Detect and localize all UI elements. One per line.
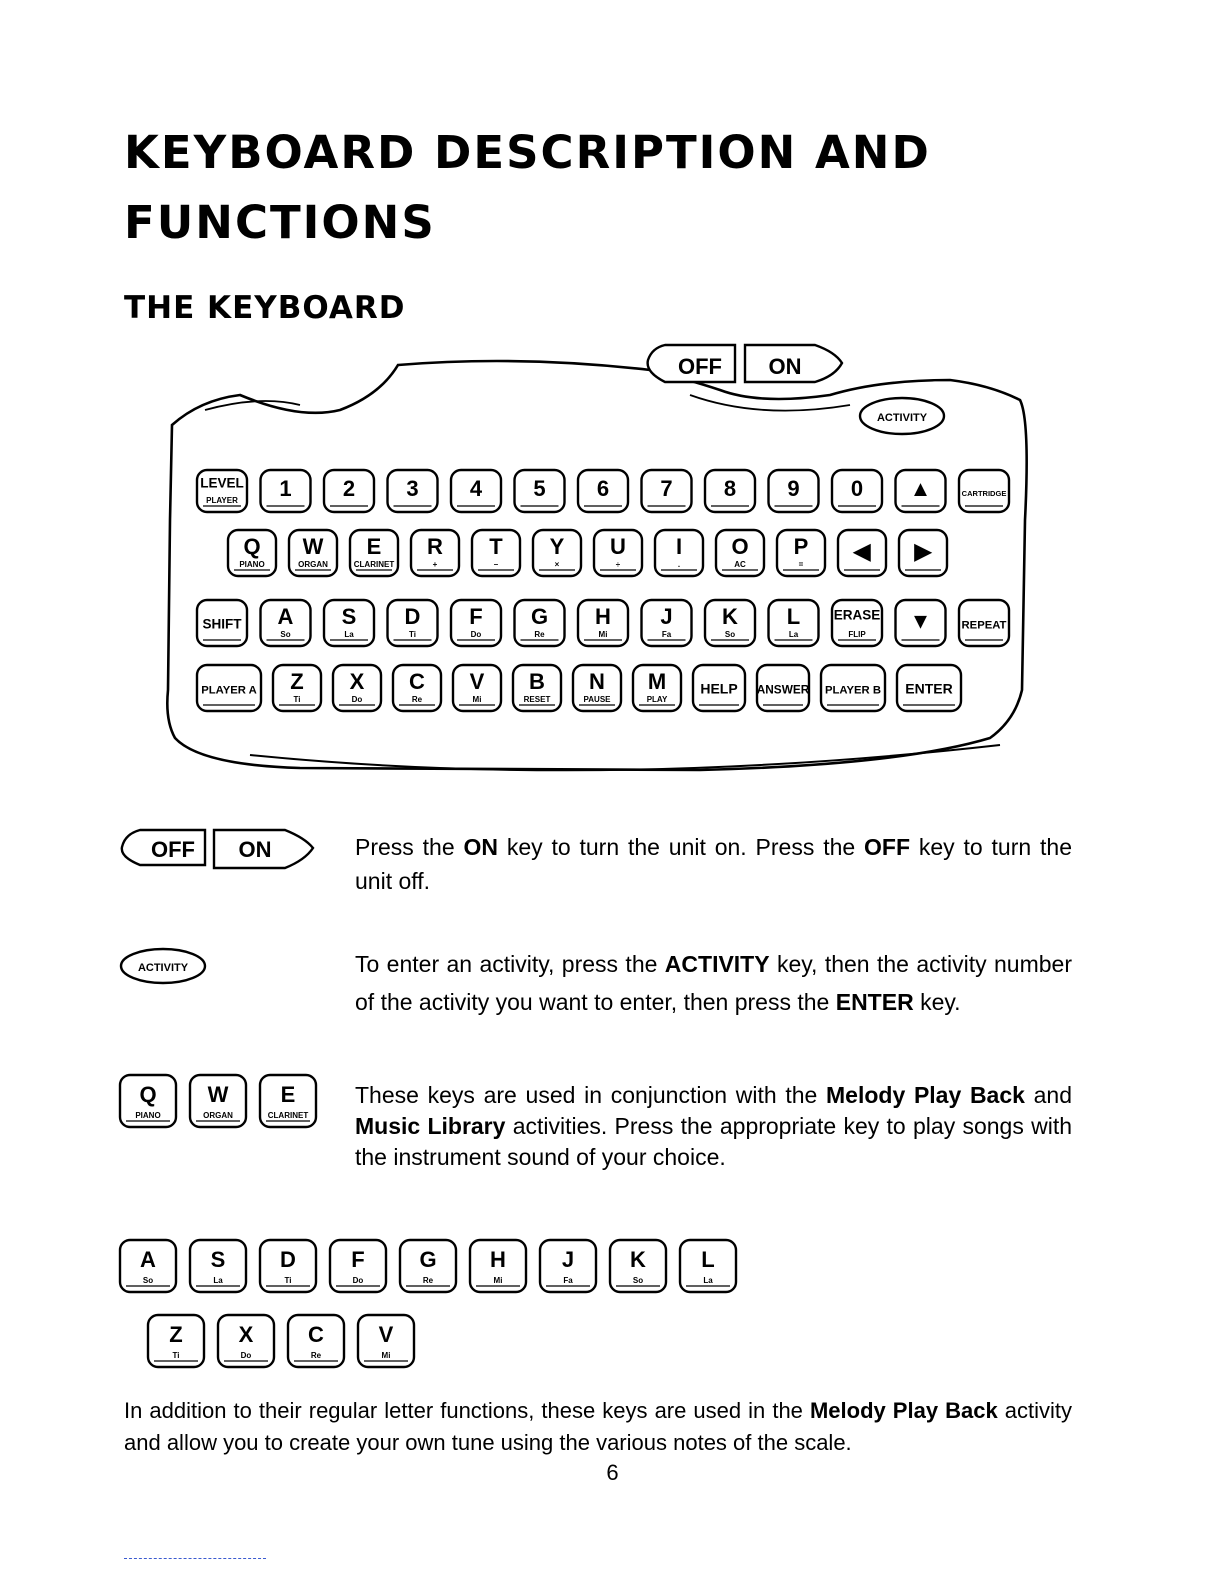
key-v[interactable] [453,665,501,711]
key-sublabel: Ti [172,1351,180,1360]
key-sublabel: Re [534,630,545,639]
svg-text:A: A [277,603,294,629]
svg-text:3: 3 [406,476,419,502]
key-a[interactable] [261,600,311,646]
section-heading: THE KEYBOARD [124,290,406,326]
svg-text:E: E [280,1082,296,1108]
svg-text:ANSWER: ANSWER [756,682,810,697]
notes-description: In addition to their regular letter functions, these keys are used in the Melody Play Back activity and allow you to create your own tune using the various notes of the scale. [124,1398,1072,1455]
key-sublabel: So [724,630,736,639]
key-j [540,1240,596,1292]
key-s [190,1240,246,1292]
svg-text:OFF: OFF [151,837,195,862]
svg-text:2: 2 [342,476,356,502]
svg-text:V: V [469,668,485,694]
key-sublabel: La [788,630,799,639]
key-answer[interactable] [757,665,810,711]
key-sublabel: Fa [563,1276,573,1285]
key-o[interactable] [716,530,764,576]
key-symbol[interactable] [838,530,886,576]
svg-text:K: K [630,1247,646,1273]
svg-text:Z: Z [169,1322,183,1348]
svg-text:Q: Q [243,533,261,559]
svg-text:K: K [722,603,738,629]
svg-text:Q: Q [139,1082,157,1108]
svg-text:▶: ▶ [914,538,932,564]
off-key[interactable] [648,345,735,382]
svg-text:8: 8 [723,476,737,502]
key-symbol[interactable] [896,470,946,512]
activity-description: To enter an activity, press the ACTIVITY key, then the activity number of the activity you want to enter, then press the ENTER key. [355,951,1072,1015]
page-title: KEYBOARD DESCRIPTION AND FUNCTIONS [124,126,931,249]
key-9[interactable] [769,470,819,512]
svg-text:V: V [378,1322,394,1348]
key-f [330,1240,386,1292]
key-p[interactable] [777,530,825,576]
svg-text:◀: ◀ [853,538,871,564]
key-sublabel: Fa [661,630,672,639]
svg-text:5: 5 [533,476,546,502]
svg-text:Y: Y [549,533,565,559]
key-z[interactable] [273,665,321,711]
key-5[interactable] [515,470,565,512]
key-a [120,1240,176,1292]
key-repeat[interactable] [959,600,1009,646]
key-symbol[interactable] [899,530,947,576]
svg-text:S: S [341,603,357,629]
key-c [288,1315,344,1367]
svg-text:SHIFT: SHIFT [202,616,242,632]
key-e[interactable] [350,530,398,576]
on-key[interactable] [745,345,842,382]
key-j[interactable] [642,600,692,646]
key-w[interactable] [289,530,337,576]
key-m[interactable] [633,665,681,711]
key-sublabel: Do [240,1351,252,1360]
key-enter[interactable] [897,665,961,711]
key-level[interactable] [197,470,247,512]
activity-icon [121,949,205,983]
key-i[interactable] [655,530,703,576]
key-sublabel: Mi [381,1351,391,1360]
key-sublabel: Mi [472,695,482,704]
key-u[interactable] [594,530,642,576]
svg-text:ACTIVITY: ACTIVITY [876,412,928,424]
key-x [218,1315,274,1367]
svg-text:W: W [302,533,324,559]
key-cartridge[interactable] [959,470,1009,512]
key-sublabel: La [703,1276,713,1285]
key-erase[interactable] [832,600,882,646]
key-r[interactable] [411,530,459,576]
key-6[interactable] [578,470,628,512]
key-h[interactable] [578,600,628,646]
page-number: 6 [606,1460,619,1485]
svg-text:ENTER: ENTER [905,680,953,697]
key-x[interactable] [333,665,381,711]
key-sublabel: RESET [523,695,551,704]
svg-text:LEVEL: LEVEL [200,475,244,491]
key-n[interactable] [573,665,621,711]
key-symbol[interactable] [896,600,946,646]
svg-text:J: J [561,1247,575,1273]
svg-text:J: J [660,603,673,629]
svg-text:U: U [610,533,626,559]
activity-key[interactable] [860,398,944,434]
key-e [260,1075,316,1127]
key-d[interactable] [388,600,438,646]
footer-rule [124,1558,266,1559]
svg-text:G: G [419,1247,437,1273]
key-sublabel: CLARINET [267,1111,309,1120]
key-b[interactable] [513,665,561,711]
key-k [610,1240,666,1292]
key-f[interactable] [451,600,501,646]
key-sublabel: PIANO [135,1111,161,1120]
key-sublabel: Mi [598,630,608,639]
svg-text:L: L [701,1247,715,1273]
svg-text:I: I [675,533,683,559]
instrument-description: These keys are used in conjunction with the Melody Play Back and Music Library activities. Press the appropriate key to play songs with the instrument sound of your choice. [355,1082,1073,1170]
key-sublabel: Re [422,1276,434,1285]
svg-text:C: C [308,1322,324,1348]
key-d [260,1240,316,1292]
svg-text:1: 1 [279,476,292,502]
key-g[interactable] [515,600,565,646]
key-sublabel: × [554,560,560,569]
key-1[interactable] [261,470,311,512]
svg-text:PLAYER B: PLAYER B [824,684,882,697]
key-sublabel: Re [411,695,423,704]
key-sublabel: AC [734,560,746,569]
key-sublabel: + [432,560,438,569]
key-sublabel: – [493,560,499,569]
svg-text:R: R [427,533,443,559]
key-sublabel: PAUSE [583,695,611,704]
key-g [400,1240,456,1292]
key-l [680,1240,736,1292]
key-0[interactable] [832,470,882,512]
key-sublabel: Mi [493,1276,503,1285]
key-sublabel: PLAYER [206,496,238,505]
key-sublabel: So [632,1276,644,1285]
key-7[interactable] [642,470,692,512]
key-sublabel: ÷ [615,560,621,569]
key-sublabel: Do [470,630,482,639]
svg-text:4: 4 [469,476,483,502]
key-k[interactable] [705,600,755,646]
svg-text:A: A [140,1247,156,1273]
key-sublabel: CLARINET [353,560,395,569]
svg-text:W: W [207,1082,229,1108]
key-sublabel: Ti [409,630,416,639]
key-help[interactable] [693,665,745,711]
key-q[interactable] [228,530,276,576]
svg-text:P: P [793,533,809,559]
key-c[interactable] [393,665,441,711]
svg-text:D: D [280,1247,296,1273]
key-player-b[interactable] [821,665,885,711]
power-description: Press the ON key to turn the unit on. Press the OFF key to turn the unit off. [355,834,1072,894]
key-sublabel: PIANO [239,560,265,569]
svg-text:F: F [351,1247,365,1273]
svg-text:M: M [647,668,667,694]
svg-text:G: G [530,603,549,629]
key-sublabel: Do [351,695,363,704]
svg-text:PLAYER A: PLAYER A [201,684,257,697]
svg-text:ON: ON [238,837,272,862]
svg-text:O: O [731,533,749,559]
svg-text:CARTRIDGE: CARTRIDGE [961,489,1007,499]
key-sublabel: . [677,560,681,569]
svg-text:T: T [489,533,503,559]
svg-text:ERASE: ERASE [833,607,881,623]
key-h [470,1240,526,1292]
key-sublabel: Ti [284,1276,292,1285]
key-sublabel: FLIP [848,630,866,639]
svg-text:6: 6 [596,476,610,502]
svg-text:HELP: HELP [700,680,738,697]
key-sublabel: Re [310,1351,322,1360]
svg-text:OFF: OFF [678,354,722,379]
key-sublabel: PLAY [646,695,668,704]
svg-text:7: 7 [660,476,673,502]
key-l[interactable] [769,600,819,646]
key-sublabel: ORGAN [298,560,328,569]
key-sublabel: ORGAN [203,1111,233,1120]
svg-text:H: H [595,603,611,629]
key-8[interactable] [705,470,755,512]
svg-text:Z: Z [290,668,304,694]
svg-text:0: 0 [850,476,864,502]
key-sublabel: = [798,560,804,569]
key-sublabel: Ti [293,695,301,704]
key-3[interactable] [388,470,438,512]
key-4[interactable] [451,470,501,512]
key-2[interactable] [324,470,374,512]
key-z [148,1315,204,1367]
key-sublabel: La [213,1276,223,1285]
svg-text:9: 9 [787,476,800,502]
svg-text:E: E [366,533,382,559]
key-shift[interactable] [197,600,247,646]
key-s[interactable] [324,600,374,646]
key-w [190,1075,246,1127]
key-sublabel: Do [352,1276,364,1285]
key-sublabel: So [142,1276,154,1285]
svg-text:X: X [238,1322,254,1348]
key-sublabel: La [344,630,354,639]
svg-text:▲: ▲ [909,476,932,502]
svg-text:H: H [490,1247,506,1273]
key-y[interactable] [533,530,581,576]
svg-text:L: L [786,603,801,629]
svg-text:F: F [469,603,483,629]
svg-text:▼: ▼ [909,608,932,634]
svg-text:ACTIVITY: ACTIVITY [137,962,189,974]
svg-text:REPEAT: REPEAT [961,619,1007,632]
key-v [358,1315,414,1367]
svg-text:ON: ON [768,354,802,379]
svg-text:N: N [589,668,605,694]
svg-text:B: B [529,668,545,694]
key-player-a[interactable] [197,665,261,711]
svg-text:D: D [404,603,421,629]
key-sublabel: So [280,630,291,639]
key-t[interactable] [472,530,520,576]
key-q [120,1075,176,1127]
svg-text:S: S [210,1247,226,1273]
svg-text:C: C [409,668,425,694]
off-on-icon [122,830,313,868]
svg-text:X: X [349,668,365,694]
